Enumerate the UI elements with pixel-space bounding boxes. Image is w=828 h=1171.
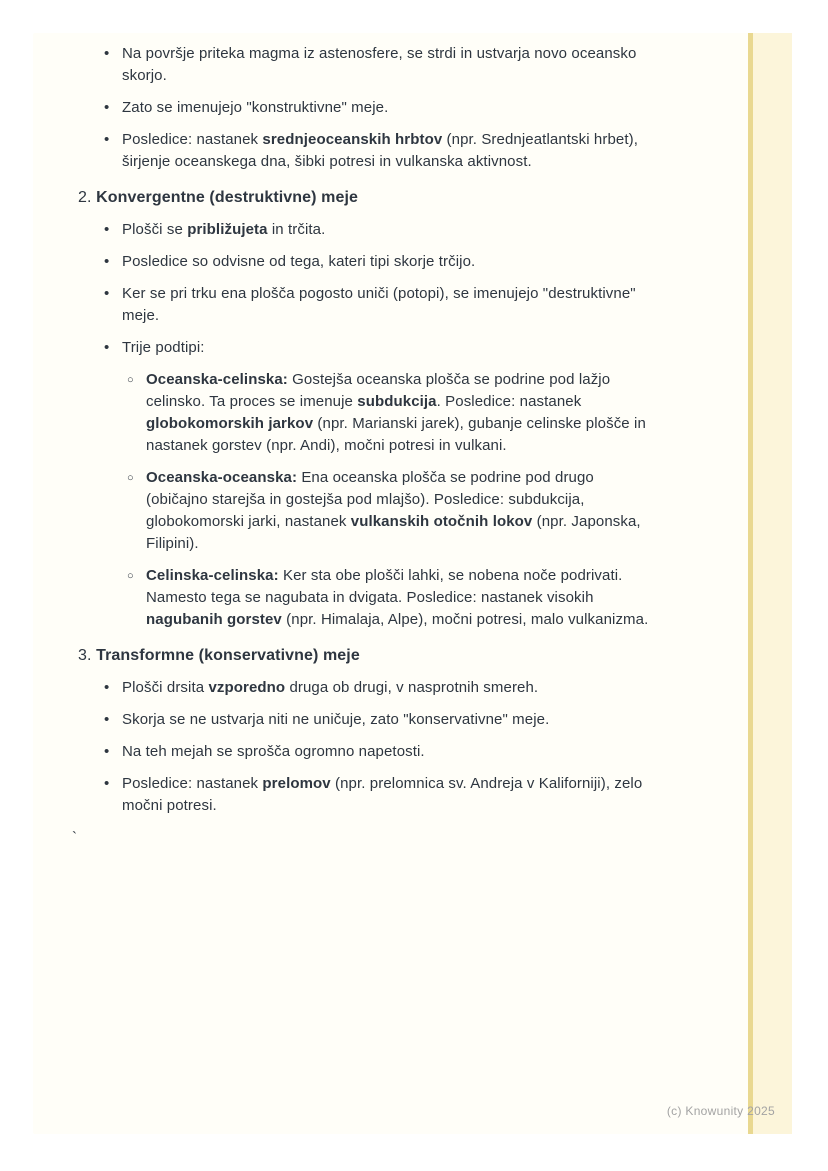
text-run: (npr. Himalaja, Alpe), močni potresi, malo vulkanizma.	[281, 611, 649, 628]
sub-bullet-list	[122, 369, 657, 631]
bullet-list	[78, 677, 657, 817]
list-item	[78, 283, 657, 327]
text-run: Plošči se	[122, 221, 188, 238]
text-run: in trčita.	[267, 221, 326, 238]
text-run: . Posledice: nastanek	[436, 393, 582, 410]
text-run: (npr. Marianski jarek), gubanje celinske plošče in nastanek gorstev (npr. Andi), močni potresi in vulkani.	[146, 415, 646, 454]
list-item	[78, 741, 657, 763]
text-run: Posledice: nastanek	[122, 131, 263, 148]
bold-text-run: globokomorskih jarkov	[146, 415, 314, 432]
bold-text-run: Celinska-celinska:	[146, 567, 279, 584]
list-item	[78, 219, 657, 241]
list-item	[78, 97, 657, 119]
list-item	[78, 251, 657, 273]
bold-text-run: vzporedno	[208, 679, 286, 696]
list-item	[78, 773, 657, 817]
bullet-list	[78, 219, 657, 631]
bullet-list	[78, 43, 657, 173]
text-run: (npr. Srednjeatlantski hrbet), širjenje oceanskega dna, šibki potresi in vulkanska aktivnost.	[122, 131, 638, 170]
list-item	[78, 129, 657, 173]
text-run: Gostejša oceanska plošča se podrine pod lažjo celinsko. Ta proces se imenuje	[146, 371, 611, 410]
bold-text-run: prelomov	[262, 775, 331, 792]
section-number: 3.	[78, 647, 97, 664]
bold-text-run: subdukcija	[357, 393, 437, 410]
section-heading	[78, 645, 657, 667]
text-run: (npr. Japonska, Filipini).	[146, 513, 641, 552]
text-run: Skorja se ne ustvarja niti ne uničuje, zato "konservativne" meje.	[122, 711, 550, 728]
bold-text-run: Oceanska-celinska:	[146, 371, 288, 388]
watermark: (c) Knowunity 2025	[666, 1104, 775, 1118]
bold-text-run: vulkanskih otočnih lokov	[350, 513, 533, 530]
sub-list-item	[122, 467, 657, 555]
section-heading	[78, 187, 657, 209]
sub-list-item	[122, 369, 657, 457]
bold-text-run: nagubanih gorstev	[146, 611, 282, 628]
text-run: Posledice: nastanek	[122, 775, 263, 792]
text-run: Na površje priteka magma iz astenosfere, se strdi in ustvarja novo oceansko skorjo.	[122, 45, 637, 84]
text-run: Na teh mejah se sprošča ogromno napetosti.	[122, 743, 425, 760]
list-item	[78, 677, 657, 699]
text-run: Zato se imenujejo "konstruktivne" meje.	[122, 99, 389, 116]
bold-text-run: približujeta	[187, 221, 268, 238]
list-item	[78, 709, 657, 731]
text-run: Plošči drsita	[122, 679, 209, 696]
text-run: (npr. prelomnica sv. Andreja v Kaliforniji), zelo močni potresi.	[122, 775, 643, 814]
bold-text-run: srednjeoceanskih hrbtov	[262, 131, 443, 148]
text-run: Ker sta obe plošči lahki, se nobena noče podrivati. Namesto tega se nagubata in dvigata. Posledice: nastanek visokih	[146, 567, 623, 606]
sub-list-item	[122, 565, 657, 631]
text-run: Ena oceanska plošča se podrine pod drugo (običajno starejša in gostejša pod mlajšo). Posledice: subdukcija, globokomorski jarki, nastanek	[146, 469, 594, 530]
section-number: 2.	[78, 189, 97, 206]
list-item	[78, 337, 657, 631]
document-content	[33, 33, 792, 849]
text-run: Ker se pri trku ena plošča pogosto uniči (potopi), se imenujejo "destruktivne" meje.	[122, 285, 636, 324]
section-title: Transformne (konservativne) meje	[96, 647, 360, 664]
section-title: Konvergentne (destruktivne) meje	[96, 189, 359, 206]
text-run: druga ob drugi, v nasprotnih smereh.	[285, 679, 539, 696]
document-page	[33, 33, 792, 1134]
text-run: Posledice so odvisne od tega, kateri tipi skorje trčijo.	[122, 253, 476, 270]
text-run: Trije podtipi:	[122, 339, 205, 356]
stray-character: `	[72, 829, 78, 846]
list-item	[78, 43, 657, 87]
bold-text-run: Oceanska-oceanska:	[146, 469, 298, 486]
